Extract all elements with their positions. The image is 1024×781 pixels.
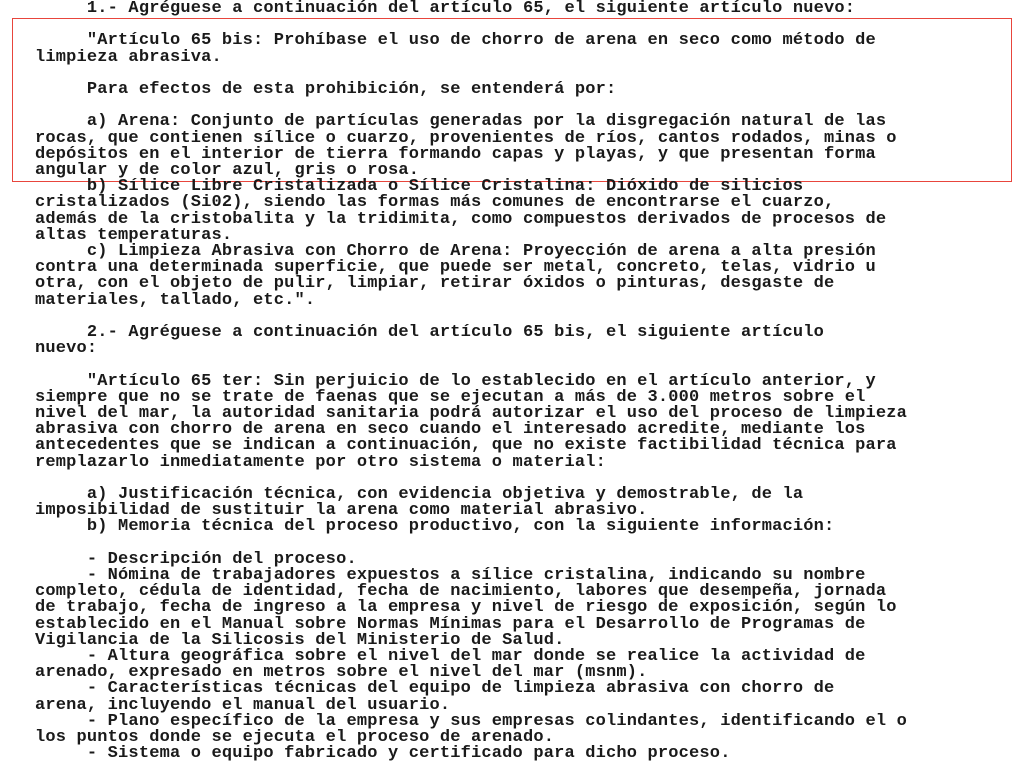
document-line: otra, con el objeto de pulir, limpiar, retirar óxidos o pinturas, desgaste de: [35, 274, 835, 294]
document-line: cristalizados (Si02), siendo las formas más comunes de encontrarse el cuarzo,: [35, 193, 835, 213]
document-line: contra una determinada superficie, que puede ser metal, concreto, telas, vidrio u: [35, 258, 876, 278]
document-line: arena, incluyendo el manual del usuario.: [35, 695, 451, 715]
document-line: rocas, que contienen sílice o cuarzo, provenientes de ríos, cantos rodados, minas o: [35, 128, 897, 148]
document-line: b) Memoria técnica del proceso productivo, con la siguiente información:: [35, 517, 835, 537]
document-line: c) Limpieza Abrasiva con Chorro de Arena: Proyección de arena a alta presión: [35, 242, 876, 261]
document-line: imposibilidad de sustituir la arena como material abrasivo.: [35, 501, 648, 521]
document-line: - Nómina de trabajadores expuestos a sílice cristalina, indicando su nombre: [35, 566, 866, 585]
document-line: - Sistema o equipo fabricado y certificado para dicho proceso.: [35, 744, 731, 764]
document-line: altas temperaturas.: [35, 225, 233, 245]
document-line: completo, cédula de identidad, fecha de nacimiento, labores que desempeña, jornada: [35, 582, 887, 602]
document-line: b) Sílice Libre Cristalizada o Sílice Cristalina: Dióxido de silicios: [35, 177, 804, 197]
document-line: siempre que no se trate de faenas que se ejecutan a más de 3.000 metros sobre el: [35, 387, 866, 407]
document-line: depósitos en el interior de tierra formando capas y playas, y que presentan forma: [35, 144, 876, 164]
document-line: de trabajo, fecha de ingreso a la empresa y nivel de riesgo de exposición, según lo: [35, 598, 897, 618]
document-line: arenado, expresado en metros sobre el nivel del mar (msnm).: [35, 663, 648, 683]
document-line: 2.- Agréguese a continuación del artículo 65 bis, el siguiente artículo: [35, 323, 825, 342]
document-line: establecido en el Manual sobre Normas Mínimas para el Desarrollo de Programas de: [35, 614, 866, 634]
document-line: nuevo:: [35, 339, 98, 359]
document-line: "Artículo 65 ter: Sin perjuicio de lo establecido en el artículo anterior, y: [35, 371, 876, 391]
document-line: - Características técnicas del equipo de limpieza abrasiva con chorro de: [35, 679, 835, 699]
document-line: - Plano específico de la empresa y sus empresas colindantes, identificando el o: [35, 711, 908, 731]
document-line: - Descripción del proceso.: [35, 549, 357, 569]
document-line: "Artículo 65 bis: Prohíbase el uso de chorro de arena en seco como método de: [35, 31, 876, 51]
document-line: además de la cristobalita y la tridimita, como compuestos derivados de procesos de: [35, 209, 887, 229]
document-line: antecedentes que se indican a continuación, que no existe factibilidad técnica para: [35, 436, 897, 456]
document-line: limpieza abrasiva.: [35, 47, 222, 67]
document-line: materiales, tallado, etc.".: [35, 290, 316, 310]
document-line: Para efectos de esta prohibición, se entenderá por:: [35, 80, 617, 99]
document-line: a) Justificación técnica, con evidencia objetiva y demostrable, de la: [35, 485, 804, 504]
document-line: a) Arena: Conjunto de partículas generadas por la disgregación natural de las: [35, 112, 887, 132]
document-line: abrasiva con chorro de arena en seco cuando el interesado acredite, mediante los: [35, 420, 866, 440]
document-line: angular y de color azul, gris o rosa.: [35, 161, 420, 180]
document-line: los puntos donde se ejecuta el proceso de arenado.: [35, 728, 555, 747]
document-line: remplazarlo inmediatamente por otro sistema o material:: [35, 452, 606, 472]
document-line: 1.- Agréguese a continuación del artículo 65, el siguiente artículo nuevo:: [35, 0, 856, 18]
document-line: Vigilancia de la Silicosis del Ministerio de Salud.: [35, 630, 565, 650]
document-line: nivel del mar, la autoridad sanitaria podrá autorizar el uso del proceso de limpieza: [35, 404, 908, 423]
document-line: - Altura geográfica sobre el nivel del mar donde se realice la actividad de: [35, 647, 866, 666]
